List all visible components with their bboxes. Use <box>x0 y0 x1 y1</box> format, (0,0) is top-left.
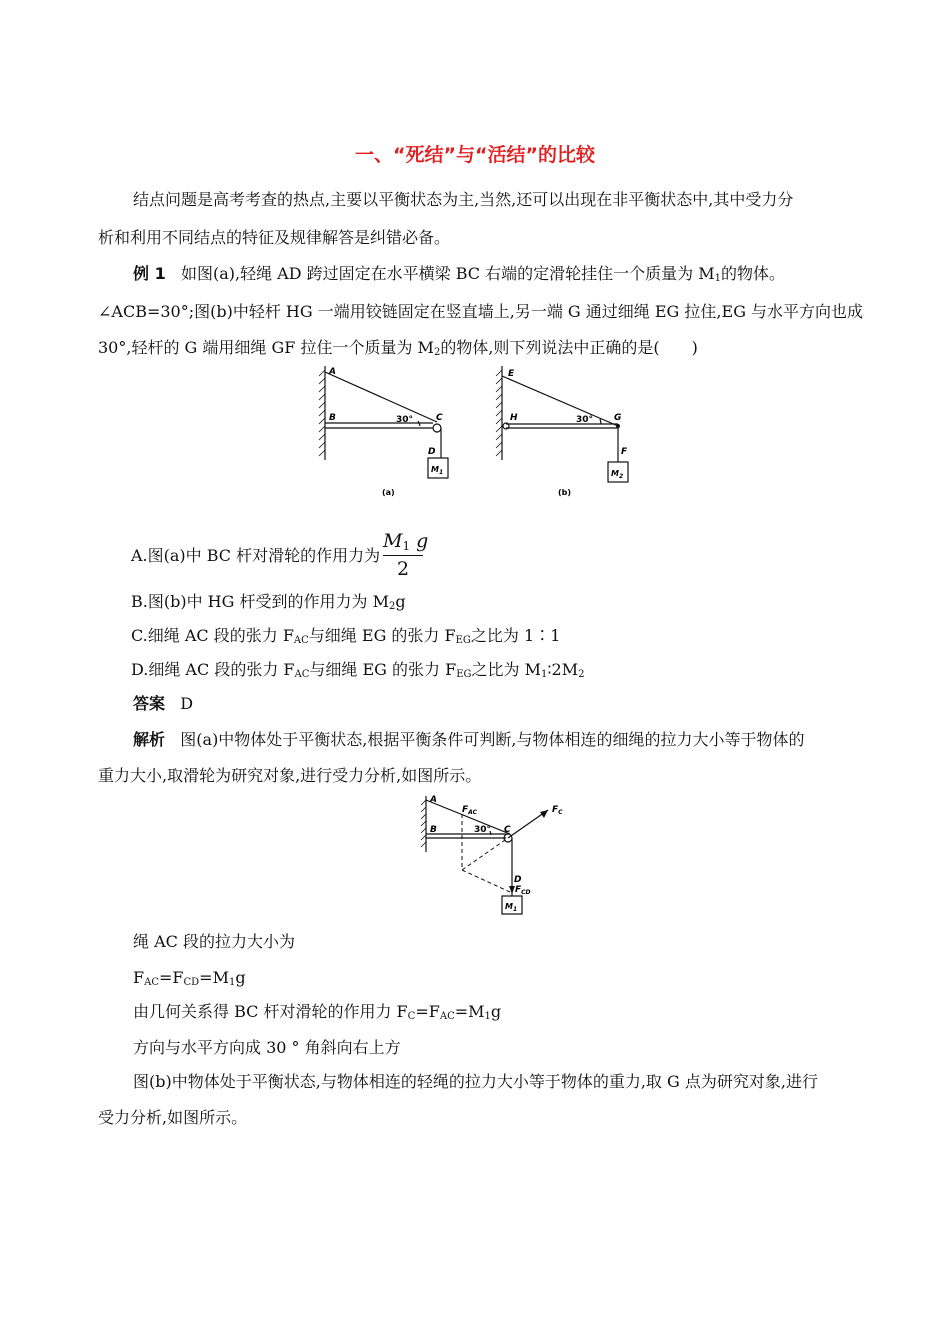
option-d: D.细绳 AC 段的张力 $F_{AC}$与细绳 EG 的张力 $F_{EG}$之比为 $M_1∶2M_2$ <box>131 660 585 680</box>
label-H: H <box>510 413 518 423</box>
section-title: 一、“死结”与“活结”的比较 <box>355 144 595 166</box>
angle-b: 30° <box>576 415 594 425</box>
f2-label-D: D <box>514 875 522 885</box>
analysis-line-1: 解析 图(a)中物体处于平衡状态,根据平衡条件可判断,与物体相连的细绳的拉力大小等于物体的 <box>133 730 805 749</box>
option-b: B.图(b)中 HG 杆受到的作用力为 $M_2g$ <box>131 592 406 612</box>
label-D: D <box>428 447 436 457</box>
label-E: E <box>508 369 515 379</box>
f2-force-C: $F_C$ <box>552 805 563 816</box>
body-line-3: 由几何关系得 BC 杆对滑轮的作用力 $F_C=F_{AC}=M_1g$ <box>133 1002 502 1022</box>
figure-ab <box>310 362 650 502</box>
option-a: A.图(a)中 BC 杆对滑轮的作用力为 <box>131 546 381 565</box>
f2-force-CD: $F_{CD}$ <box>515 885 531 896</box>
mass-b: $M_2$ <box>611 469 624 480</box>
intro-line-1: 结点问题是高考考查的热点,主要以平衡状态为主,当然,还可以出现在非平衡状态中,其中受力分 <box>133 190 794 209</box>
caption-a: (a) <box>382 488 395 497</box>
caption-b: (b) <box>558 488 572 497</box>
analysis-line-2: 重力大小,取滑轮为研究对象,进行受力分析,如图所示。 <box>98 766 482 785</box>
f2-label-B: B <box>430 825 437 835</box>
example-line-2: ∠ACB=30°;图(b)中轻杆 HG 一端用铰链固定在竖直墙上,另一端 G 通过细绳 EG 拉住,EG 与水平方向也成 <box>98 302 864 321</box>
answer-label: 答案 <box>133 694 166 713</box>
example-label: 例 1 <box>133 264 166 283</box>
angle-a: 30° <box>396 415 414 425</box>
f2-angle: 30° <box>474 825 492 835</box>
example-line-1: 例 1 如图(a),轻绳 AD 跨过固定在水平横梁 BC 右端的定滑轮挂住一个质量为 $M_1$的物体。 <box>133 264 785 284</box>
figure-a <box>319 366 448 478</box>
f2-label-C: C <box>504 825 511 835</box>
label-A: A <box>329 367 336 377</box>
label-G: G <box>614 413 622 423</box>
f2-label-A: A <box>430 795 437 805</box>
body-line-4: 方向与水平方向成 30 ° 角斜向右上方 <box>133 1038 401 1057</box>
body-line-1: 绳 AC 段的拉力大小为 <box>133 932 295 951</box>
answer-value: D <box>180 694 194 713</box>
body-line-2: $F_{AC}=F_{CD}=M_1g$ <box>133 968 246 988</box>
f2-mass: $M_1$ <box>505 902 518 913</box>
mass-a: $M_1$ <box>431 465 444 476</box>
label-F: F <box>621 447 628 457</box>
option-a-fraction: $\frac{M1 g}{2}$ <box>383 530 429 580</box>
label-C: C <box>436 413 443 423</box>
example-line-3: 30°,轻杆的 G 端用细绳 GF 拉住一个质量为 $M_2$的物体,则下列说法中正确的是( ) <box>98 338 698 358</box>
intro-line-2: 析和利用不同结点的特征及规律解答是纠错必备。 <box>98 228 451 247</box>
force-diagram <box>418 792 578 920</box>
analysis-label: 解析 <box>133 730 166 749</box>
body-line-5: 图(b)中物体处于平衡状态,与物体相连的轻绳的拉力大小等于物体的重力,取 G 点为研究对象,进行 <box>133 1072 818 1091</box>
option-c: C.细绳 AC 段的张力 $F_{AC}$与细绳 EG 的张力 $F_{EG}$之比为 1∶1 <box>131 626 561 646</box>
figure-b <box>496 366 628 482</box>
f2-force-AC: $F_{AC}$ <box>462 805 478 816</box>
body-line-6: 受力分析,如图所示。 <box>98 1108 248 1127</box>
answer-line <box>133 694 193 714</box>
label-B: B <box>329 413 336 423</box>
